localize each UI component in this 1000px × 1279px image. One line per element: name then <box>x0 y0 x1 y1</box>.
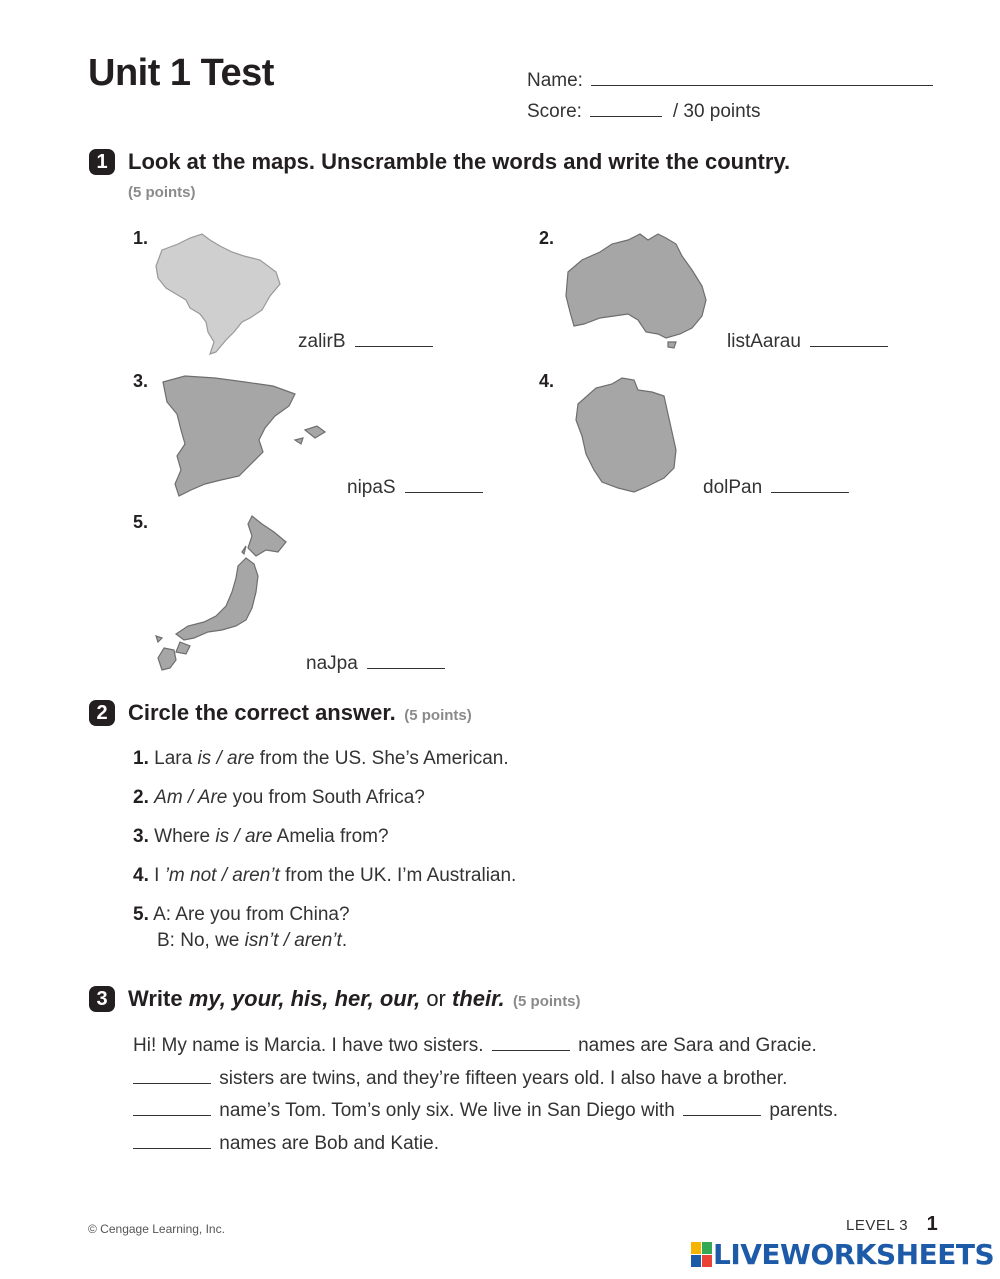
blank-1[interactable] <box>492 1050 570 1051</box>
map-item-4-number: 4. <box>539 371 555 391</box>
question-3 <box>133 826 389 848</box>
map-item-3-number: 3. <box>133 371 149 391</box>
japan-map-icon <box>150 512 290 674</box>
question-2-text-post: you from South Africa? <box>227 787 425 808</box>
paragraph-line-1-text-post: names are Sara and Gracie. <box>578 1035 817 1056</box>
paragraph-line-1-text-pre: Hi! My name is Marcia. I have two sisters. <box>133 1035 484 1056</box>
spain-map-icon <box>155 372 335 502</box>
question-4-options[interactable]: ’m not / aren’t <box>164 865 280 886</box>
answer-line-5[interactable] <box>367 668 445 669</box>
section-2-heading <box>128 700 472 726</box>
map-item-5-number: 5. <box>133 512 149 532</box>
section-1-badge: 1 <box>89 149 115 175</box>
section-1-title: Look at the maps. Unscramble the words and write the country. <box>128 149 791 174</box>
section-3-heading <box>128 986 581 1012</box>
question-5-line-a: A: Are you from China? <box>153 904 350 925</box>
question-4-text-pre: I <box>154 865 165 886</box>
question-2-options[interactable]: Am / Are <box>154 787 228 808</box>
scrambled-word-2: listAarau <box>727 331 801 352</box>
section-3-title-last: their. <box>452 986 505 1011</box>
section-3-title-mid: or <box>420 986 452 1011</box>
section-3-title-pre: Write <box>128 986 189 1011</box>
question-2-number: 2. <box>133 787 149 808</box>
blank-3[interactable] <box>133 1115 211 1116</box>
paragraph-line-4-text: names are Bob and Katie. <box>219 1133 439 1154</box>
map-item-3 <box>347 477 483 499</box>
section-3-points: (5 points) <box>513 993 581 1010</box>
paragraph-line-3 <box>133 1100 838 1122</box>
brazil-map-icon <box>150 230 285 358</box>
paragraph-line-3-text: name’s Tom. Tom’s only six. We live in San Diego with <box>219 1100 675 1121</box>
question-5 <box>133 904 350 926</box>
page-title: Unit 1 Test <box>88 52 274 94</box>
question-1-text-post: from the US. She’s American. <box>254 748 509 769</box>
scrambled-word-3: nipaS <box>347 477 396 498</box>
map-item-2-number: 2. <box>539 228 555 248</box>
paragraph-line-3-text-end: parents. <box>769 1100 838 1121</box>
liveworksheets-logo[interactable] <box>691 1238 994 1271</box>
blank-2[interactable] <box>133 1083 211 1084</box>
score-total: / 30 points <box>672 101 761 122</box>
map-item-5 <box>306 653 445 675</box>
answer-line-3[interactable] <box>405 492 483 493</box>
map-item-2 <box>727 331 888 353</box>
question-2 <box>133 787 425 809</box>
map-item-4 <box>703 477 849 499</box>
name-answer-line[interactable] <box>591 85 933 86</box>
paragraph-line-2-text: sisters are twins, and they’re fifteen years old. I also have a brother. <box>219 1068 788 1089</box>
name-label: Name: <box>527 70 583 91</box>
question-4-text-post: from the UK. I’m Australian. <box>279 865 517 886</box>
poland-map-icon <box>572 374 682 496</box>
answer-line-1[interactable] <box>355 346 433 347</box>
section-2-badge: 2 <box>89 700 115 726</box>
question-3-number: 3. <box>133 826 149 847</box>
copyright: © Cengage Learning, Inc. <box>88 1222 225 1236</box>
map-item-1 <box>298 331 433 353</box>
question-5-line-b <box>157 930 347 952</box>
question-5-text-post: . <box>341 930 348 951</box>
question-1 <box>133 748 509 770</box>
question-5-options[interactable]: isn’t / aren’t <box>244 930 342 951</box>
question-4 <box>133 865 516 887</box>
map-item-1-number: 1. <box>133 228 149 248</box>
section-3-title-words: my, your, his, her, our, <box>188 986 421 1011</box>
answer-line-2[interactable] <box>810 346 888 347</box>
section-2-points: (5 points) <box>404 707 472 724</box>
scrambled-word-5: naJpa <box>306 653 358 674</box>
question-1-options[interactable]: is / are <box>197 748 255 769</box>
australia-map-icon <box>562 230 712 350</box>
question-1-text-pre: Lara <box>154 748 198 769</box>
question-3-text-post: Amelia from? <box>272 826 389 847</box>
score-answer-line[interactable] <box>590 116 662 117</box>
level-label: LEVEL 3 <box>846 1217 909 1234</box>
page-number: 1 <box>926 1213 938 1235</box>
liveworksheets-brand: LIVEWORKSHEETS <box>713 1238 995 1271</box>
paragraph-line-2 <box>133 1068 787 1090</box>
question-5-text-pre: B: No, we <box>157 930 245 951</box>
paragraph-line-1 <box>133 1035 817 1057</box>
section-3-badge: 3 <box>89 986 115 1012</box>
section-2-title: Circle the correct answer. <box>128 700 396 725</box>
answer-line-4[interactable] <box>771 492 849 493</box>
name-field <box>527 70 933 92</box>
blank-5[interactable] <box>133 1148 211 1149</box>
scrambled-word-4: dolPan <box>703 477 763 498</box>
page-footer <box>846 1213 938 1236</box>
section-1-points: (5 points) <box>128 184 196 201</box>
question-1-number: 1. <box>133 748 149 769</box>
scrambled-word-1: zalirB <box>298 331 346 352</box>
question-3-options[interactable]: is / are <box>215 826 273 847</box>
liveworksheets-logo-icon <box>691 1240 713 1270</box>
score-field <box>527 101 761 123</box>
question-5-number: 5. <box>133 904 149 925</box>
question-4-number: 4. <box>133 865 149 886</box>
score-label: Score: <box>527 101 582 122</box>
blank-4[interactable] <box>683 1115 761 1116</box>
paragraph-line-4 <box>133 1133 439 1155</box>
question-3-text-pre: Where <box>154 826 216 847</box>
